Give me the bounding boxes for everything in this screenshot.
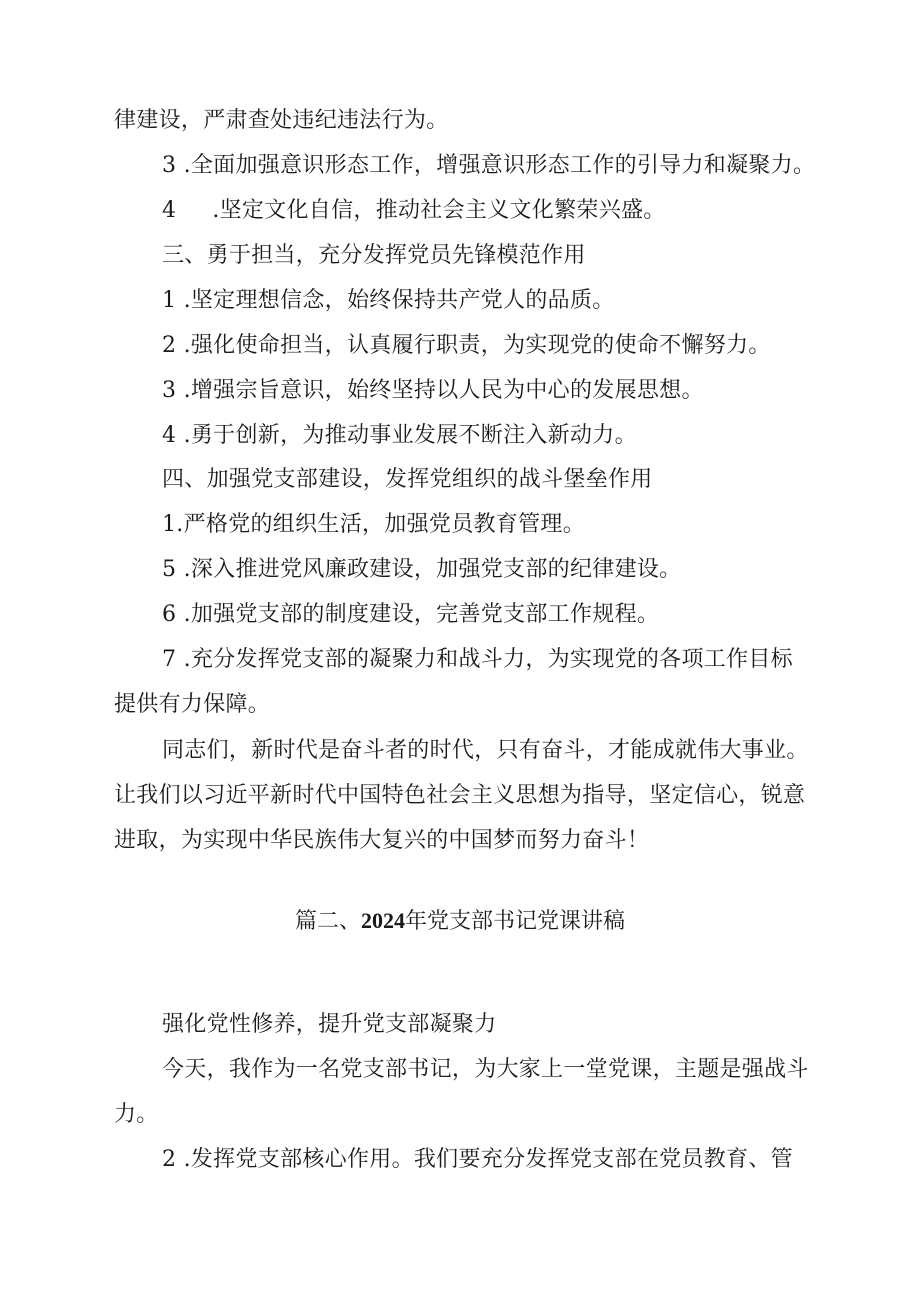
section-title-suffix: 年党支部书记党课讲稿 (405, 909, 626, 934)
list-item-4 (162, 196, 666, 226)
section-title-prefix: 篇二、 (294, 909, 361, 934)
list-item-1: 1 .坚定理想信念，始终保持共产党人的品质。 (162, 288, 615, 313)
paragraph-line: 同志们，新时代是奋斗者的时代，只有奋斗，才能成就伟大事业。 (162, 738, 809, 763)
paragraph-line: 让我们以习近平新时代中国特色社会主义思想为指导，坚定信心，锐意 (114, 783, 806, 808)
list-item-5: 5 .深入推进党风廉政建设，加强党支部的纪律建设。 (162, 557, 682, 582)
paragraph-line: 进取，为实现中华民族伟大复兴的中国梦而努力奋斗！ (114, 828, 650, 853)
section-heading-3: 三、勇于担当，充分发挥党员先锋模范作用 (162, 243, 586, 268)
list-item-6: 6 .加强党支部的制度建设，完善党支部工作规程。 (162, 602, 660, 627)
list-item-7: 7 .充分发挥党支部的凝聚力和战斗力，为实现党的各项工作目标 (162, 647, 793, 672)
paragraph-line: 今天，我作为一名党支部书记，为大家上一堂党课，主题是强战斗 (162, 1057, 809, 1082)
list-text: .坚定文化自信，推动社会主义文化繁荣兴盛。 (212, 198, 666, 223)
section-title (0, 906, 920, 937)
list-item-1b: 1.严格党的组织生活，加强党员教育管理。 (162, 512, 585, 537)
list-item-4b: 4 .勇于创新，为推动事业发展不断注入新动力。 (162, 423, 637, 448)
list-item-3: 3 .全面加强意识形态工作，增强意识形态工作的引导力和凝聚力。 (162, 153, 816, 178)
list-item-2: 2 .强化使命担当，认真履行职责，为实现党的使命不懈努力。 (162, 333, 771, 358)
list-number: 4 (162, 198, 177, 223)
section-title-year: 2024 (361, 908, 405, 933)
paragraph-line: 律建设，严肃查处违纪违法行为。 (114, 108, 449, 133)
subtitle: 强化党性修养，提升党支部凝聚力 (162, 1012, 497, 1037)
paragraph-line: 提供有力保障。 (114, 692, 271, 717)
section-heading-4: 四、加强党支部建设，发挥党组织的战斗堡垒作用 (162, 467, 653, 492)
paragraph-line: 力。 (114, 1102, 159, 1127)
list-item-3b: 3 .增强宗旨意识，始终坚持以人民为中心的发展思想。 (162, 378, 704, 403)
list-item-2b: 2 .发挥党支部核心作用。我们要充分发挥党支部在党员教育、管 (162, 1147, 793, 1172)
